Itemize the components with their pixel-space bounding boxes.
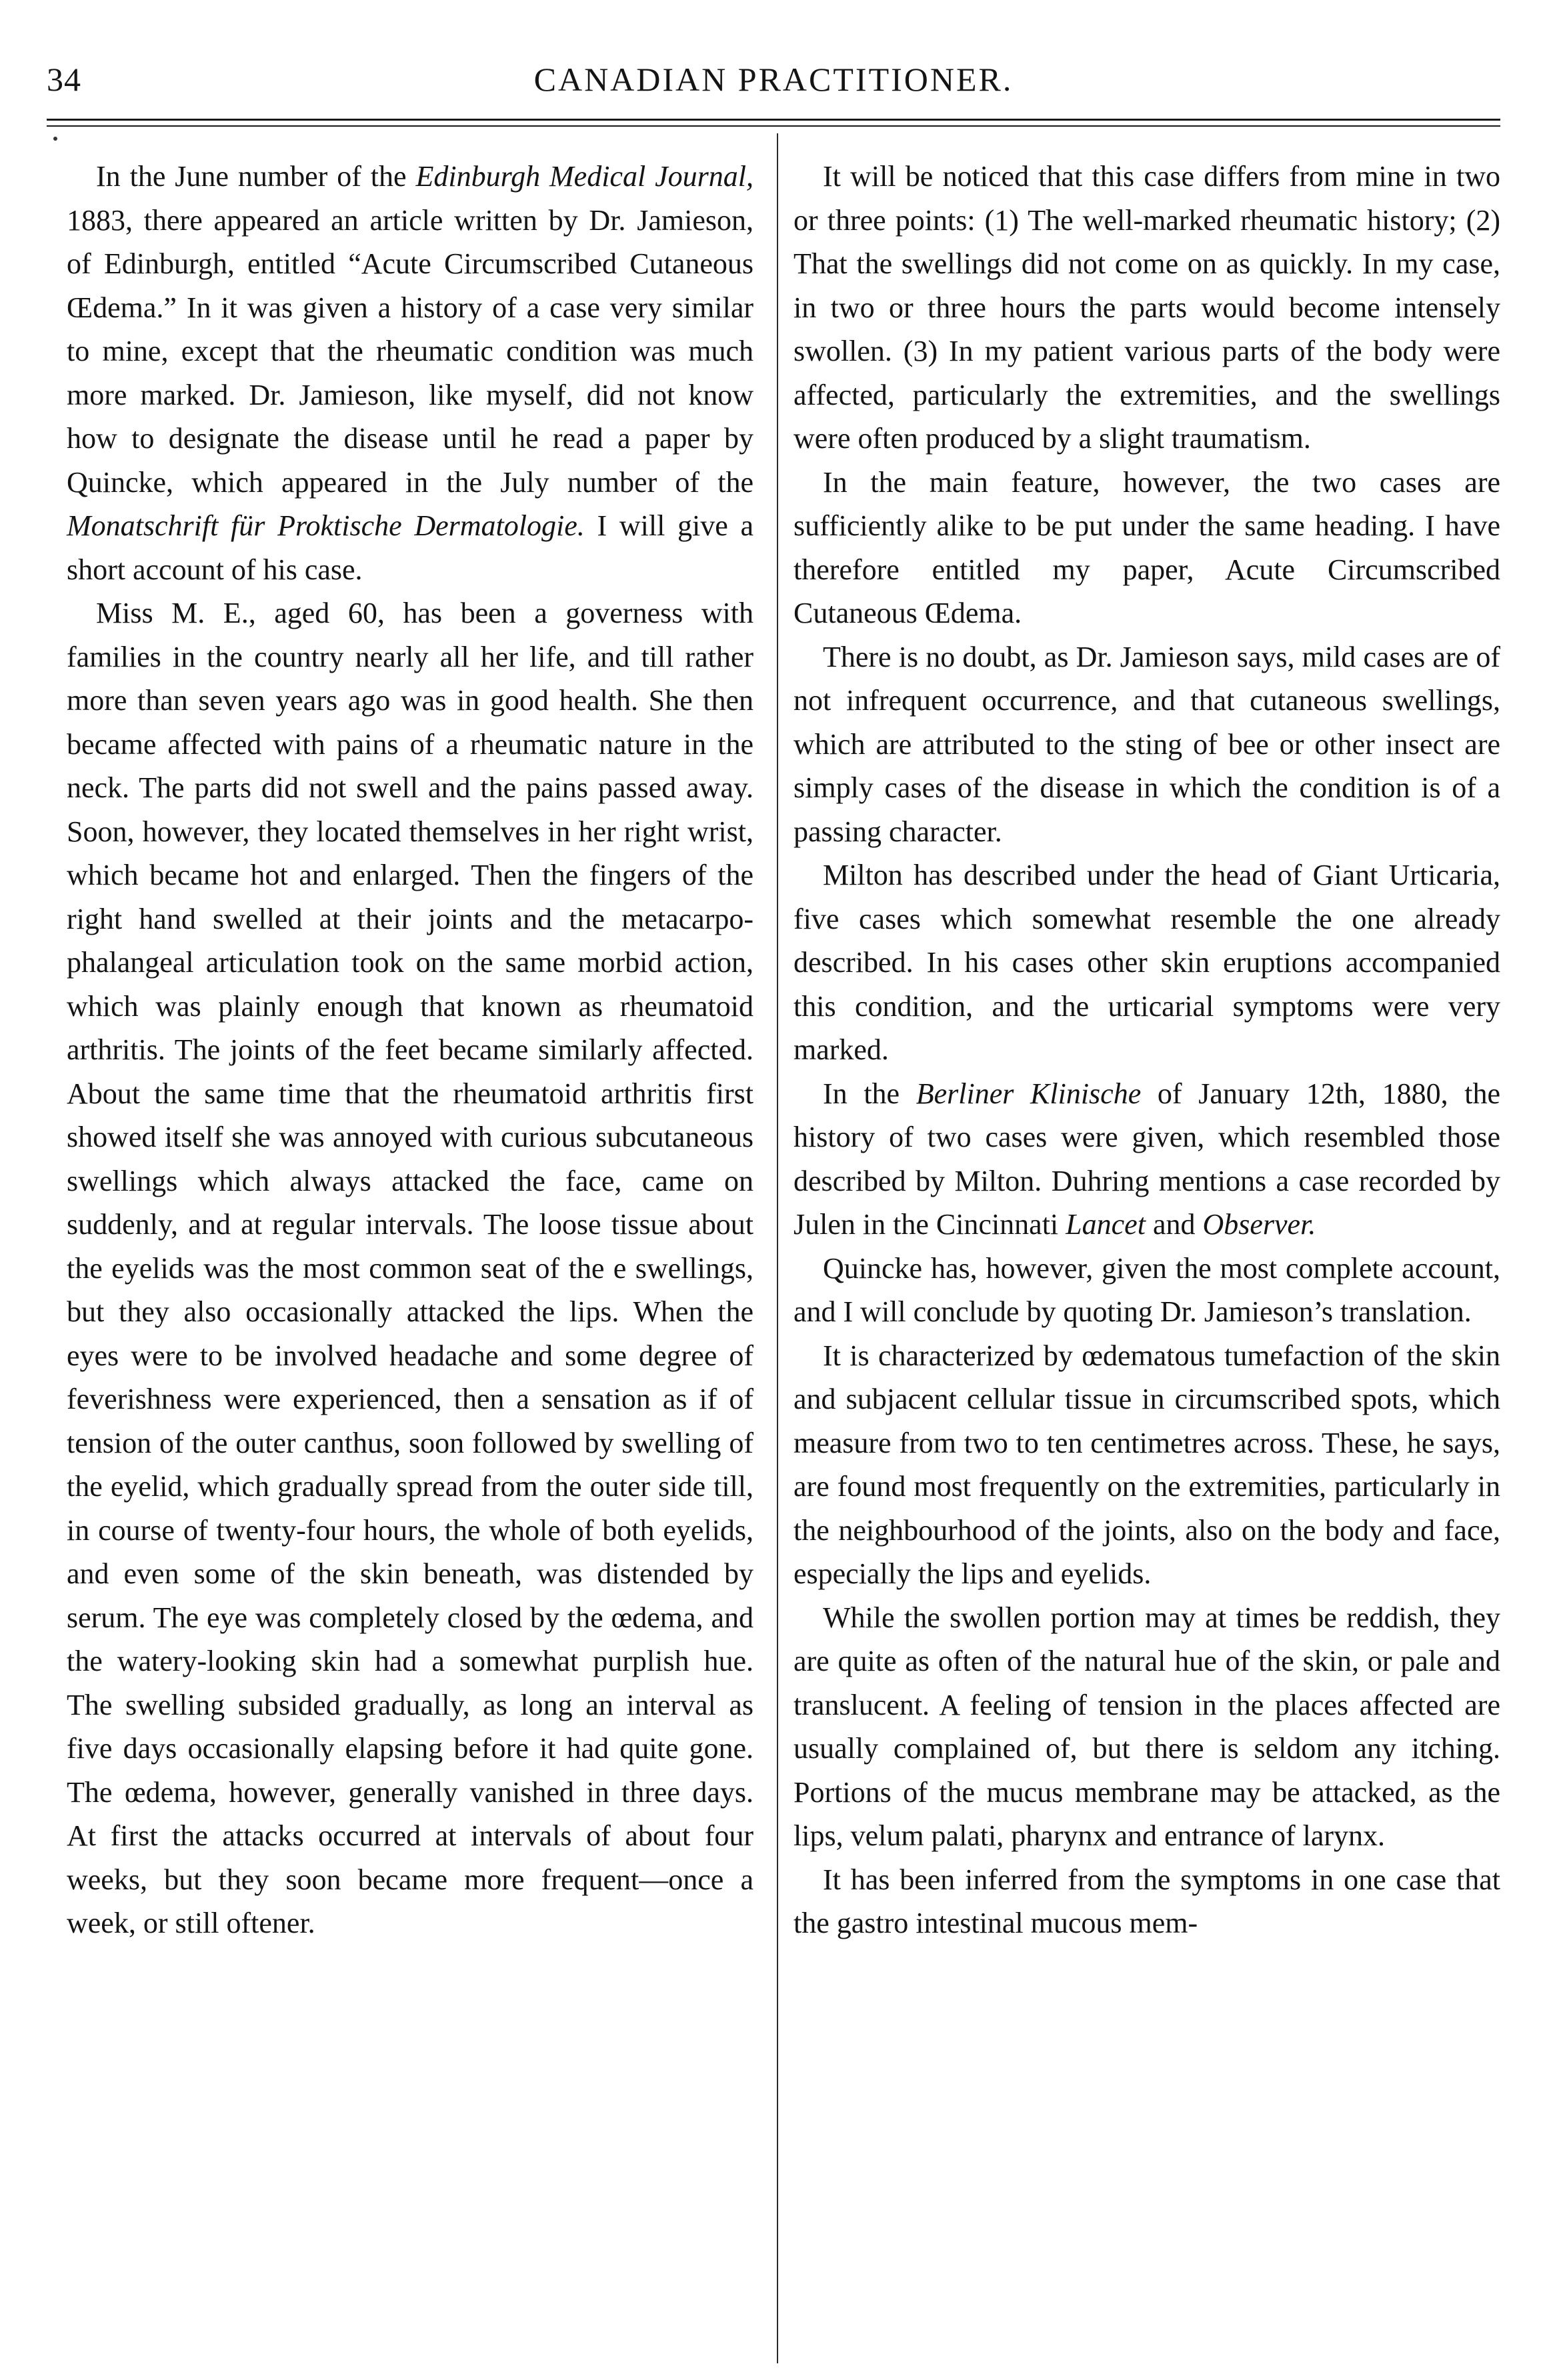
right-column	[794, 155, 1500, 1945]
right-paragraph-4: Milton has described under the head of Giant Urticaria, five cases which somewhat resemble the one already described. In his cases other skin eruptions accompanied this condition, and the urticarial symptoms were very marked.	[794, 859, 1500, 1066]
berliner-title: Berliner Klinische	[916, 1077, 1142, 1110]
left-paragraph-2: Miss M. E., aged 60, has been a governess with families in the country nearly all her life, and till rather more than seven years ago was in good health. She then became affected with pains of a rheumatic nature in the neck. The parts did not swell and the pains passed away. Soon, however, they located themselves in her right wrist, which became hot and enlarged. Then the fingers of the right hand swelled at their joints and the metacarpo-phalangeal articulation took on the same morbid action, which was plainly enough that known as rheumatoid arthritis. The joints of the feet became similarly affected. About the same time that the rheumatoid arthritis first showed itself she was annoyed with curious subcutaneous swellings which always attacked the face, came on suddenly, and at regular intervals. The loose tissue about the eyelids was the most common seat of the e swellings, but they also occasionally attacked the lips. When the eyes were to be involved headache and some degree of feverishness were experienced, then a sensation as if of tension of the outer canthus, soon followed by swelling of the eyelid, which gradually spread from the outer side till, in course of twenty-four hours, the whole of both eyelids, and even some of the skin beneath, was distended by serum. The eye was completely closed by the œdema, and the watery-looking skin had a somewhat purplish hue. The swelling subsided gradually, as long an interval as five days occasionally elapsing before it had quite gone. The œdema, however, generally vanished in three days. At first the attacks occurred at intervals of about four weeks, but they soon became more frequent—once a week, or still oftener.	[67, 597, 753, 1939]
page-header	[47, 53, 1500, 107]
monatschrift-title: Monatschrift für Proktische Dermatologie.	[67, 509, 585, 542]
left-paragraph-1	[67, 155, 753, 591]
right-paragraph-6: Quincke has, however, given the most complete account, and I will conclude by quoting Dr. Jamieson’s translation.	[794, 1251, 1500, 1328]
left-p1-text-c: I will give a short account of his case.	[67, 509, 754, 586]
right-paragraph-1: It will be noticed that this case differs from mine in two or three points: (1) The well-marked rheumatic history; (2) That the swellings did not come on as quickly. In my case, in two or three hours the parts would become intensely swollen. (3) In my patient various parts of the body were affected, particularly the extremities, and the swellings were often produced by a slight traumatism.	[794, 160, 1500, 455]
right-paragraph-8: While the swollen portion may at times be reddish, they are quite as often of the natural hue of the skin, or pale and translucent. A feeling of tension in the places affected are usually complained of, but there is seldom any itching. Portions of the mucus membrane may be attacked, as the lips, velum palati, pharynx and entrance of larynx.	[794, 1601, 1500, 1852]
right-paragraph-5	[794, 1072, 1500, 1247]
right-paragraph-7: It is characterized by œdematous tumefaction of the skin and subjacent cellular tissue in circumscribed spots, which measure from two to ten centimetres across. These, he says, are found most frequently on the extremities, particularly in the neighbourhood of the joints, also on the body and face, especially the lips and eyelids.	[794, 1339, 1500, 1590]
left-column	[67, 155, 753, 1945]
journal-title: Edinburgh Medical Journal,	[415, 160, 753, 193]
print-speck	[53, 137, 57, 141]
observer-title: Observer.	[1202, 1208, 1316, 1241]
right-paragraph-2: In the main feature, however, the two cases are sufficiently alike to be put under the same heading. I have therefore entitled my paper, Acute Circumscribed Cutaneous Œdema.	[794, 465, 1500, 629]
header-rule-thin	[47, 125, 1500, 127]
right-paragraph-3: There is no doubt, as Dr. Jamieson says, mild cases are of not infrequent occurrence, and that cutaneous swellings, which are attributed to the sting of bee or other insect are simply cases of the disease in which the condition is of a passing character.	[794, 640, 1500, 848]
right-paragraph-9: It has been inferred from the symptoms in one case that the gastro intestinal mucous mem-	[794, 1863, 1500, 1939]
left-p1-text-a: In the June number of the	[96, 160, 416, 193]
left-p1-text-b: 1883, there appeared an article written by Dr. Jamieson, of Edinburgh, entitled “Acute Circumscribed Cutaneous Œdema.” In it was given a history of a case very similar to mine, except that the rheumatic condition was much more marked. Dr. Jamieson, like myself, did not know how to designate the disease until he read a paper by Quincke, which appeared in the July number of the	[67, 203, 753, 499]
right-p5-and: and	[1145, 1208, 1203, 1241]
page-number: 34	[47, 61, 81, 98]
right-p5-text-a: In the	[823, 1077, 916, 1110]
lancet-title: Lancet	[1066, 1208, 1146, 1241]
column-divider	[777, 133, 778, 2363]
header-rule-thick	[47, 119, 1500, 121]
right-p5-text-b: of January 12th, 1880, the history of two cases were given, which resembled those described by Milton. Duhring mentions a case recorded by Julen in the Cincinnati	[794, 1077, 1500, 1241]
running-head: CANADIAN PRACTITIONER.	[533, 61, 1014, 98]
